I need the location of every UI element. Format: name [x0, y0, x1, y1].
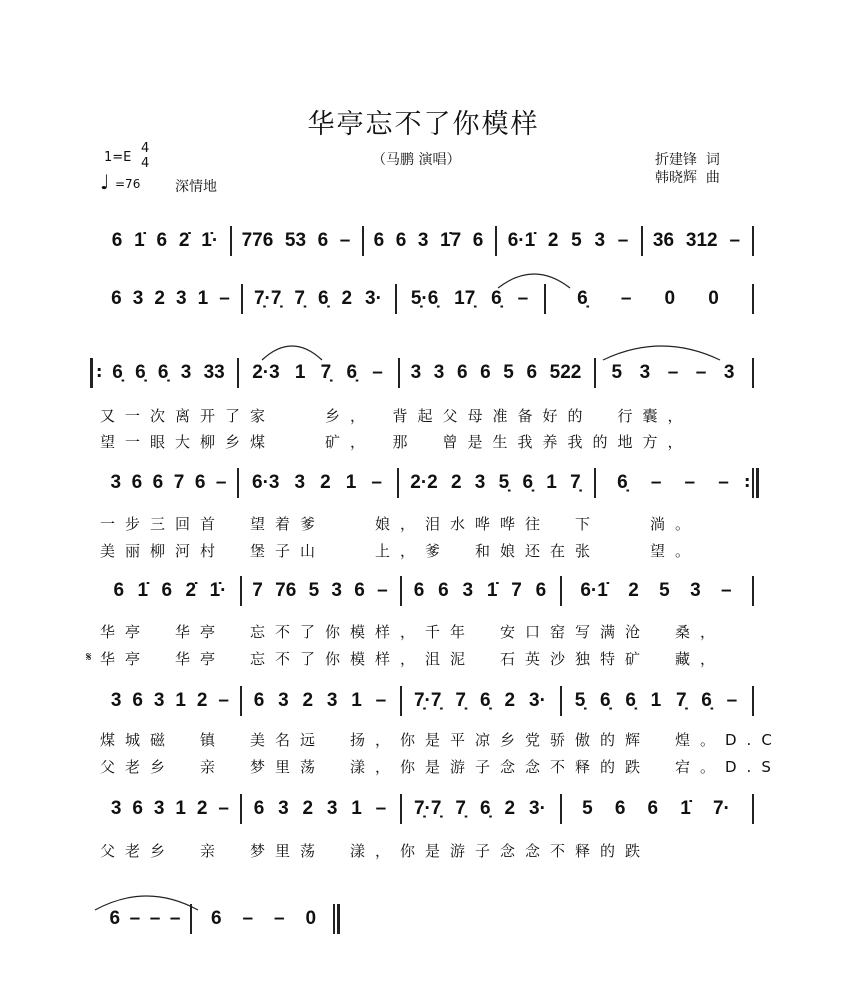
note: 1	[294, 362, 306, 383]
note: –	[149, 908, 161, 929]
note: 3	[474, 472, 486, 493]
note: 3	[690, 580, 701, 601]
note: 6̣	[157, 362, 169, 383]
note: 1	[546, 472, 557, 493]
note: 7̣	[455, 690, 466, 711]
lyric-line: 又一次离开了家 乡， 背起父母准备好的 行囊，	[100, 407, 693, 425]
note: –	[377, 580, 388, 601]
note: –	[218, 798, 229, 819]
note: 3·	[529, 690, 546, 711]
note: 3	[417, 230, 429, 251]
note: 6̣	[479, 690, 491, 711]
note: 6̣	[600, 690, 611, 711]
note: 2	[320, 472, 331, 493]
note: –	[242, 908, 254, 929]
note: 6̣	[135, 362, 146, 383]
note: 7̣·7̣	[413, 798, 442, 819]
note: 776	[241, 230, 274, 251]
note: –	[129, 908, 141, 929]
note: –	[667, 362, 679, 383]
note: 6̣	[346, 362, 358, 383]
note: 5	[503, 362, 514, 383]
note: 1	[351, 690, 362, 711]
note: 2	[504, 690, 516, 711]
note: 6	[113, 580, 125, 601]
note: 7	[173, 472, 185, 493]
note: 1̇	[134, 230, 145, 251]
note: 3·	[365, 288, 382, 309]
lyric-line: 父老乡 亲 梦里荡 漾，你是游子念念不释的跌	[100, 842, 651, 860]
note: 6	[526, 362, 538, 383]
note: 0	[664, 288, 676, 309]
note: 5̣	[574, 690, 586, 711]
note: 3	[278, 798, 289, 819]
lyric-line: 父老乡 亲 梦里荡 漾，你是游子念念不释的跌 宕。D.S	[100, 758, 781, 776]
note: 6̣	[491, 288, 502, 309]
note: 6	[456, 362, 468, 383]
note: –	[695, 362, 707, 383]
note: 6	[152, 472, 164, 493]
slur	[262, 346, 322, 360]
note: 2	[628, 580, 639, 601]
note: –	[375, 690, 387, 711]
note: 3	[639, 362, 651, 383]
note: 522	[549, 362, 582, 383]
note: 3	[594, 230, 606, 251]
note: 6	[111, 288, 122, 309]
note: 6	[253, 798, 265, 819]
note: 2	[302, 690, 314, 711]
note: 2	[196, 690, 208, 711]
note: 5̣·6̣	[410, 288, 439, 309]
note: 6	[480, 362, 491, 383]
note: 6̣	[112, 362, 123, 383]
note: 6	[647, 798, 659, 819]
note: 6·1̇	[580, 580, 608, 601]
note: 6·1̇	[507, 230, 536, 251]
note: 1	[197, 288, 209, 309]
note: 6̣	[577, 288, 588, 309]
note: 6	[317, 230, 329, 251]
note: 6	[194, 472, 206, 493]
slur	[603, 346, 720, 360]
time-bottom: 4	[141, 156, 150, 171]
note: –	[726, 690, 738, 711]
note: 2·2	[410, 472, 438, 493]
note: 3	[132, 288, 144, 309]
note: 6	[413, 580, 425, 601]
lyric-line: 一步三回首 望着爹 娘，泪水哗哗往 下 淌。	[100, 515, 701, 533]
note: 1̇	[137, 580, 149, 601]
note: 6	[210, 908, 222, 929]
note: –	[684, 472, 696, 493]
note: 6̣	[479, 798, 491, 819]
note: 7̣	[455, 798, 466, 819]
note: 6	[373, 230, 385, 251]
note: 6	[131, 472, 143, 493]
performer: （马鹏 演唱）	[372, 152, 461, 168]
note: –	[620, 288, 632, 309]
note: 1̇	[680, 798, 691, 819]
note: 2	[154, 288, 165, 309]
note: 3	[331, 580, 342, 601]
lyric-line: 华亭 华亭 忘不了你模样，沮泥 石英沙独特矿 藏，	[100, 650, 726, 668]
note: 76	[275, 580, 297, 601]
slur	[95, 896, 198, 910]
note: 3	[180, 362, 192, 383]
note: 3	[723, 362, 735, 383]
quarter-note-icon: ♩	[100, 170, 110, 194]
note: 2	[450, 472, 462, 493]
note: 7·	[712, 798, 730, 819]
note: 7̣·7̣	[413, 690, 442, 711]
note: 2̇	[178, 230, 190, 251]
song-title: 华亭忘不了你模样	[307, 109, 540, 140]
tempo: =76	[115, 177, 141, 191]
note: 3	[110, 798, 122, 819]
note: 36	[652, 230, 675, 251]
note: 7	[252, 580, 263, 601]
note: –	[215, 472, 227, 493]
repeat-start-dots: :	[96, 362, 103, 381]
note: 3	[110, 690, 122, 711]
note: 6·3	[252, 472, 280, 493]
note: 3	[326, 690, 338, 711]
note: 6	[109, 908, 121, 929]
note: –	[650, 472, 662, 493]
time-top: 4	[141, 141, 150, 156]
note: 5	[611, 362, 623, 383]
note: 5	[659, 580, 670, 601]
note: 3	[175, 288, 187, 309]
note: 6̣	[317, 288, 329, 309]
note: 6	[132, 690, 143, 711]
note: 6̣	[625, 690, 636, 711]
segno-icon: 𝄋	[86, 650, 92, 665]
note: –	[339, 230, 351, 251]
note: 0	[708, 288, 719, 309]
note: 2	[196, 798, 208, 819]
note: 3	[278, 690, 289, 711]
note: 7	[511, 580, 522, 601]
note: 1	[345, 472, 357, 493]
slur	[498, 274, 570, 288]
note: 7̣	[570, 472, 581, 493]
note: 6	[472, 230, 484, 251]
note: 2·3	[252, 362, 280, 383]
note: 1	[351, 798, 362, 819]
note: 1	[175, 690, 186, 711]
note: 3·	[529, 798, 546, 819]
note: 1̇·	[201, 230, 219, 251]
lyricist-credit: 折建锋 词	[655, 152, 720, 168]
note: 7̣	[294, 288, 305, 309]
note: 53	[284, 230, 307, 251]
note: 6	[161, 580, 173, 601]
note: 5	[571, 230, 582, 251]
note: 6	[253, 690, 265, 711]
note: 6	[395, 230, 407, 251]
note: 2	[302, 798, 314, 819]
note: –	[372, 362, 383, 383]
note: 6	[111, 230, 123, 251]
note: –	[218, 690, 229, 711]
expression-mark: 深情地	[175, 179, 217, 195]
note: 6̣	[617, 472, 628, 493]
note: –	[273, 908, 285, 929]
note: 6	[156, 230, 168, 251]
lyric-line: 华亭 华亭 忘不了你模样，千年 安口窑写满沧 桑，	[100, 623, 726, 641]
note: 1̇	[486, 580, 498, 601]
note: 2	[504, 798, 516, 819]
note: 6	[535, 580, 547, 601]
note: 6	[438, 580, 449, 601]
note: 6	[614, 798, 626, 819]
note: 3	[110, 472, 122, 493]
lyric-line: 美丽柳河村 堡子山 上，爹 和娘还在张 望。	[100, 542, 701, 560]
repeat-end-dots: :	[744, 472, 751, 491]
note: 1	[650, 690, 662, 711]
note: 1̇·	[209, 580, 227, 601]
note: 7̣	[675, 690, 687, 711]
note: 0	[305, 908, 317, 929]
note: –	[721, 580, 732, 601]
note: –	[617, 230, 629, 251]
note: –	[169, 908, 181, 929]
note: –	[517, 288, 529, 309]
note: 3	[153, 690, 165, 711]
note: 2̇	[185, 580, 197, 601]
note: –	[371, 472, 382, 493]
note: 3	[410, 362, 422, 383]
note: 3	[326, 798, 338, 819]
note: 1	[175, 798, 186, 819]
note: 1̇7	[440, 230, 462, 251]
note: 33	[203, 362, 225, 383]
note: –	[375, 798, 387, 819]
note: –	[718, 472, 729, 493]
lyric-line: 望一眼大柳乡煤 矿， 那 曾是生我养我的地方，	[100, 433, 693, 451]
note: –	[219, 288, 230, 309]
lyric-line: 煤城磁 镇 美名远 扬，你是平凉乡党骄傲的辉 煌。D.C	[100, 731, 782, 749]
note: 6	[132, 798, 143, 819]
note: 6̣	[522, 472, 534, 493]
note: 3	[294, 472, 306, 493]
note: 5	[308, 580, 320, 601]
note: 6	[354, 580, 365, 601]
note: –	[729, 230, 741, 251]
key-signature: 1=E	[104, 150, 132, 165]
note: 6̣	[701, 690, 712, 711]
composer-credit: 韩晓辉 曲	[655, 170, 720, 186]
note: 5	[582, 798, 593, 819]
note: 3	[153, 798, 165, 819]
note: 3	[433, 362, 445, 383]
note: 3	[462, 580, 474, 601]
note: 2	[341, 288, 353, 309]
note: 5̣	[498, 472, 510, 493]
note: 7̣·7̣	[253, 288, 282, 309]
note: 2	[547, 230, 559, 251]
note: 7̣	[320, 362, 332, 383]
note: 17̣	[454, 288, 476, 309]
note: 312	[685, 230, 718, 251]
